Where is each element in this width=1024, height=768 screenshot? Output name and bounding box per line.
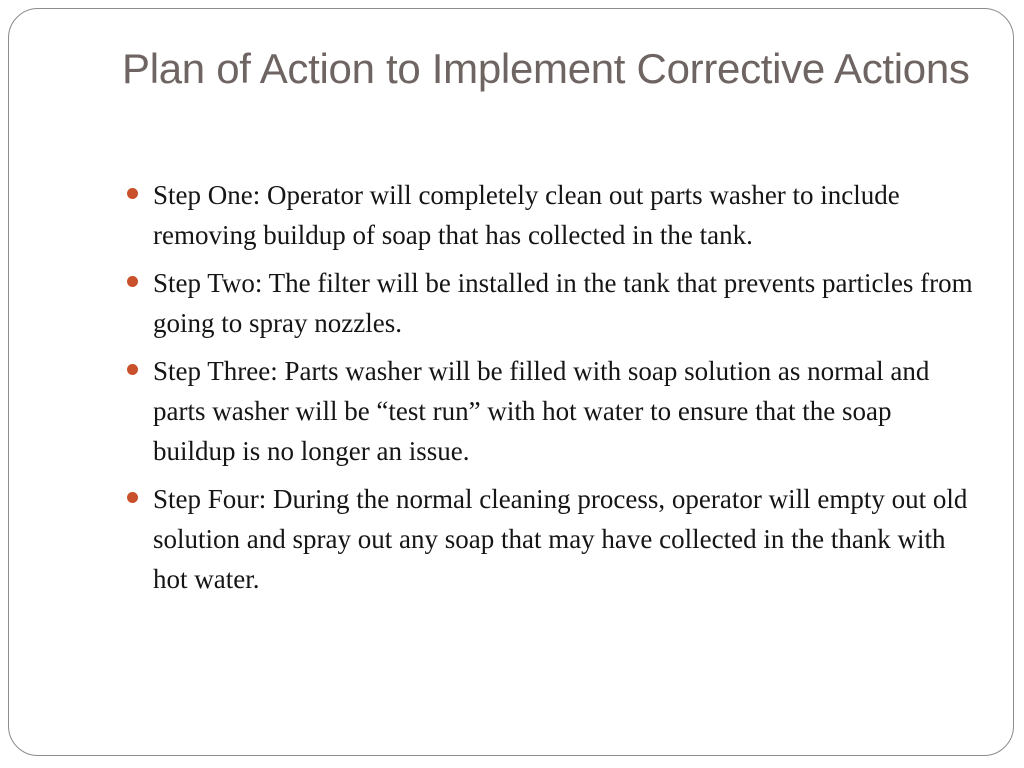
bullet-icon — [127, 492, 138, 503]
slide-frame — [8, 8, 1014, 756]
bullet-list — [127, 175, 977, 607]
bullet-text: Step Three: Parts washer will be filled with soap solution as normal and parts washer will be “test run” with hot water to ensure that the soap buildup is no longer an issue. — [153, 356, 930, 466]
bullet-icon — [127, 276, 138, 287]
bullet-item-step-one — [127, 175, 977, 255]
bullet-text: Step Two: The filter will be installed in the tank that prevents particles from going to spray nozzles. — [153, 268, 973, 338]
bullet-item-step-three — [127, 351, 977, 471]
slide-title: Plan of Action to Implement Corrective Actions — [122, 45, 970, 92]
bullet-item-step-two — [127, 263, 977, 343]
bullet-text: Step One: Operator will completely clean out parts washer to include removing buildup of soap that has collected in the tank. — [153, 180, 900, 250]
bullet-item-step-four — [127, 479, 977, 599]
bullet-text: Step Four: During the normal cleaning process, operator will empty out old solution and spray out any soap that may have collected in the thank with hot water. — [153, 484, 968, 594]
bullet-icon — [127, 364, 138, 375]
bullet-icon — [127, 188, 138, 199]
